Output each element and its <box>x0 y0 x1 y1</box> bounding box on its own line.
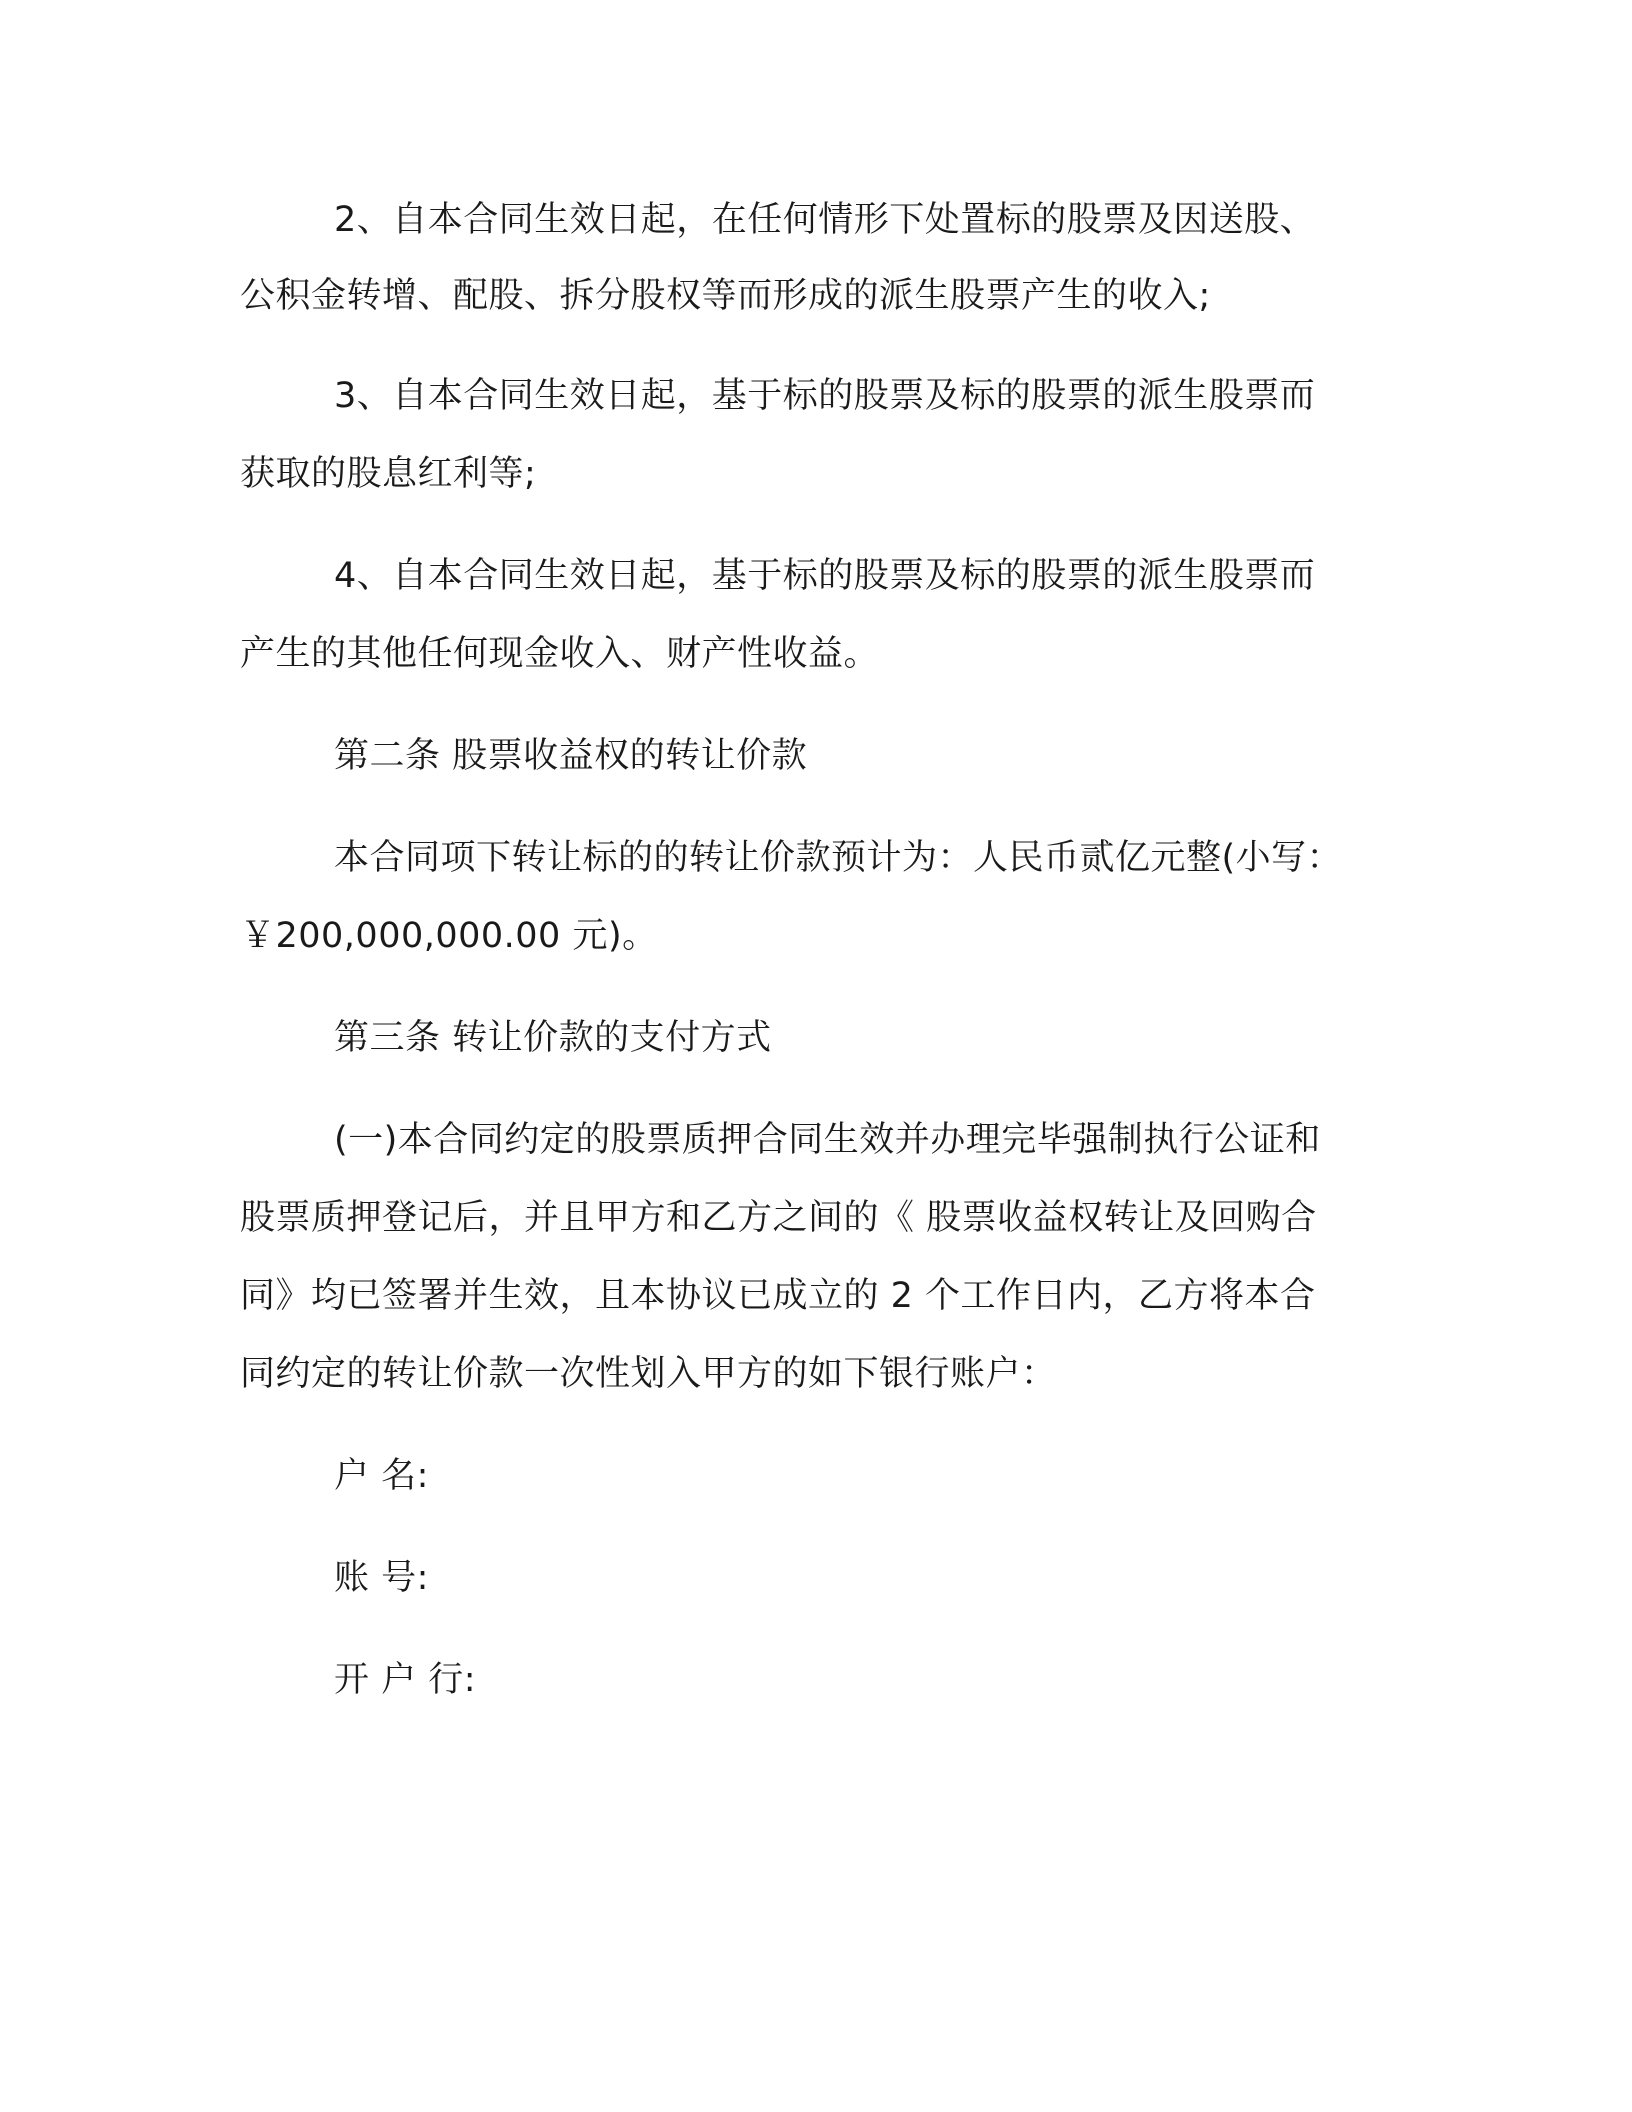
item4-line2: 产生的其他任何现金收入、财产性收益。 <box>240 634 880 674</box>
article3-clause1-line4: 同约定的转让价款一次性划入甲方的如下银行账户： <box>240 1354 1057 1394</box>
article3-clause1-line3: 同》均已签署并生效，且本协议已成立的 2 个工作日内，乙方将本合 <box>240 1276 1316 1316</box>
article3-clause1-line2: 股票质押登记后，并且甲方和乙方之间的《 股票收益权转让及回购合 <box>240 1198 1317 1238</box>
article2-heading: 第二条 股票收益权的转让价款 <box>334 736 808 776</box>
item3-line2: 获取的股息红利等; <box>240 454 537 494</box>
account-number-label: 账 号: <box>334 1558 429 1598</box>
item2-line2: 公积金转增、配股、拆分股权等而形成的派生股票产生的收入; <box>240 276 1211 316</box>
article3-clause1-line1: (一)本合同约定的股票质押合同生效并办理完毕强制执行公证和 <box>334 1120 1321 1160</box>
item3-line1: 3、自本合同生效日起，基于标的股票及标的股票的派生股票而 <box>334 376 1316 416</box>
article2-line1: 本合同项下转让标的的转让价款预计为：人民币贰亿元整(小写： <box>334 838 1343 878</box>
item4-line1: 4、自本合同生效日起，基于标的股票及标的股票的派生股票而 <box>334 556 1316 596</box>
article3-heading: 第三条 转让价款的支付方式 <box>334 1018 772 1058</box>
opening-bank-label: 开 户 行: <box>334 1660 477 1700</box>
account-name-label: 户 名: <box>334 1456 429 1496</box>
item2-line1: 2、自本合同生效日起，在任何情形下处置标的股票及因送股、 <box>334 200 1316 240</box>
article2-line2: ￥200,000,000.00 元)。 <box>240 916 658 956</box>
